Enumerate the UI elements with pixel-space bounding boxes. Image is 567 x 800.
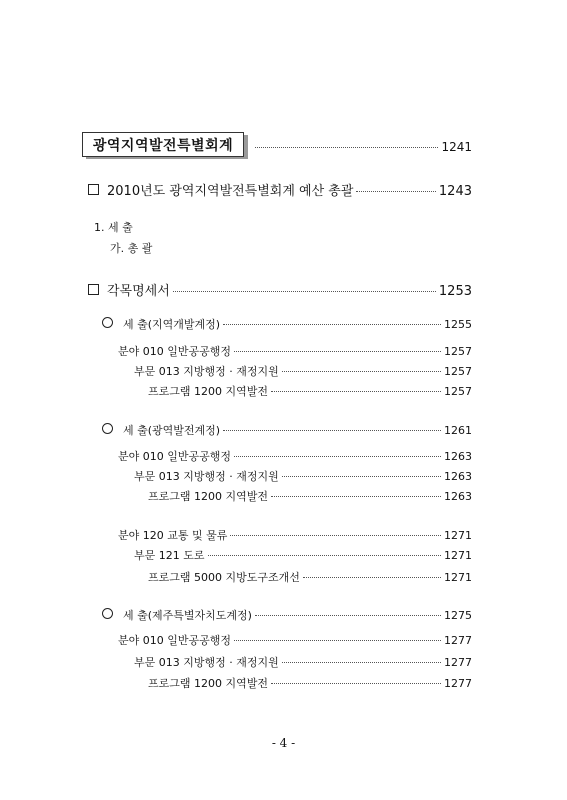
entry-label: 세 출(제주특별자치도계정) bbox=[123, 609, 252, 622]
dot-leader bbox=[282, 371, 441, 372]
page-number: 1243 bbox=[438, 184, 472, 199]
checkbox-square-icon bbox=[88, 184, 99, 195]
dot-leader bbox=[234, 640, 441, 641]
page-number: 1271 bbox=[444, 529, 472, 542]
entry-label: 부문 013 지방행정 · 재정지원 bbox=[134, 656, 279, 669]
circle-bullet-icon bbox=[102, 423, 113, 434]
entry-label: 부문 013 지방행정 · 재정지원 bbox=[134, 470, 279, 483]
details-toc-entry[interactable] bbox=[88, 280, 472, 299]
dot-leader bbox=[234, 351, 441, 352]
sub-item-label: 가. 총 괄 bbox=[110, 242, 153, 255]
dot-leader bbox=[230, 535, 441, 536]
toc-entry[interactable] bbox=[148, 383, 472, 399]
page-number: 1263 bbox=[444, 490, 472, 503]
dot-leader bbox=[271, 391, 441, 392]
page-number: 1257 bbox=[444, 385, 472, 398]
title-banner bbox=[82, 132, 246, 159]
dot-leader bbox=[234, 456, 441, 457]
toc-entry[interactable] bbox=[118, 632, 472, 648]
entry-label: 부문 121 도로 bbox=[134, 549, 205, 562]
entry-label: 분야 010 일반공공행정 bbox=[118, 450, 231, 463]
page-footer: - 4 - bbox=[271, 736, 296, 750]
toc-entry[interactable] bbox=[134, 363, 472, 379]
page-number: 1257 bbox=[444, 365, 472, 378]
toc-entry[interactable] bbox=[134, 654, 472, 670]
dot-leader bbox=[255, 147, 438, 148]
entry-label: 2010년도 광역지역발전특별회계 예산 총괄 bbox=[107, 184, 354, 199]
sub-item-label: 1. 세 출 bbox=[94, 221, 133, 234]
page-number: 1277 bbox=[444, 656, 472, 669]
dot-leader bbox=[173, 291, 436, 292]
page-number: 1253 bbox=[438, 284, 472, 299]
summary-toc-entry[interactable] bbox=[88, 180, 472, 199]
dot-leader bbox=[303, 577, 441, 578]
page-number: 1271 bbox=[444, 571, 472, 584]
section-toc-entry[interactable] bbox=[102, 316, 472, 332]
page-number: 1277 bbox=[444, 677, 472, 690]
entry-label: 프로그램 5000 지방도구조개선 bbox=[148, 571, 300, 584]
toc-entry[interactable] bbox=[134, 547, 472, 563]
circle-bullet-icon bbox=[102, 317, 113, 328]
entry-label: 프로그램 1200 지역발전 bbox=[148, 490, 268, 503]
entry-label: 각목명세서 bbox=[107, 284, 170, 299]
summary-sub-item bbox=[94, 219, 133, 235]
page-number: 1263 bbox=[444, 450, 472, 463]
toc-entry[interactable] bbox=[148, 488, 472, 504]
entry-label: 프로그램 1200 지역발전 bbox=[148, 677, 268, 690]
page-number: 1255 bbox=[444, 318, 472, 331]
entry-label: 부문 013 지방행정 · 재정지원 bbox=[134, 365, 279, 378]
entry-label: 분야 010 일반공공행정 bbox=[118, 345, 231, 358]
checkbox-square-icon bbox=[88, 284, 99, 295]
entry-label: 세 출(지역개발계정) bbox=[123, 318, 221, 331]
summary-sub-item bbox=[110, 240, 152, 256]
page-number: 1257 bbox=[444, 345, 472, 358]
toc-entry[interactable] bbox=[118, 343, 472, 359]
entry-label: 분야 120 교통 및 물류 bbox=[118, 529, 228, 542]
toc-entry[interactable] bbox=[134, 468, 472, 484]
dot-leader bbox=[271, 683, 441, 684]
toc-entry[interactable] bbox=[118, 448, 472, 464]
dot-leader bbox=[223, 324, 441, 325]
dot-leader bbox=[356, 191, 435, 192]
page-number: 1275 bbox=[444, 609, 472, 622]
toc-entry[interactable] bbox=[148, 675, 472, 691]
section-toc-entry[interactable] bbox=[102, 422, 472, 438]
circle-bullet-icon bbox=[102, 608, 113, 619]
dot-leader bbox=[271, 496, 441, 497]
page-number: 1261 bbox=[444, 424, 472, 437]
page-number: 1241 bbox=[441, 140, 472, 154]
page-number: 1277 bbox=[444, 634, 472, 647]
page-number: 1263 bbox=[444, 470, 472, 483]
dot-leader bbox=[223, 430, 441, 431]
toc-entry[interactable] bbox=[148, 569, 472, 585]
entry-label: 세 출(광역발전계정) bbox=[123, 424, 221, 437]
section-toc-entry[interactable] bbox=[102, 607, 472, 623]
title-label: 광역지역발전특별회계 bbox=[82, 132, 244, 157]
dot-leader bbox=[255, 615, 441, 616]
banner-shadow bbox=[244, 135, 248, 158]
entry-label: 분야 010 일반공공행정 bbox=[118, 634, 231, 647]
dot-leader bbox=[282, 662, 441, 663]
dot-leader bbox=[208, 555, 442, 556]
dot-leader bbox=[282, 476, 441, 477]
toc-entry[interactable] bbox=[118, 527, 472, 543]
entry-label: 프로그램 1200 지역발전 bbox=[148, 385, 268, 398]
page-number: 1271 bbox=[444, 549, 472, 562]
title-toc-entry[interactable] bbox=[252, 140, 472, 154]
